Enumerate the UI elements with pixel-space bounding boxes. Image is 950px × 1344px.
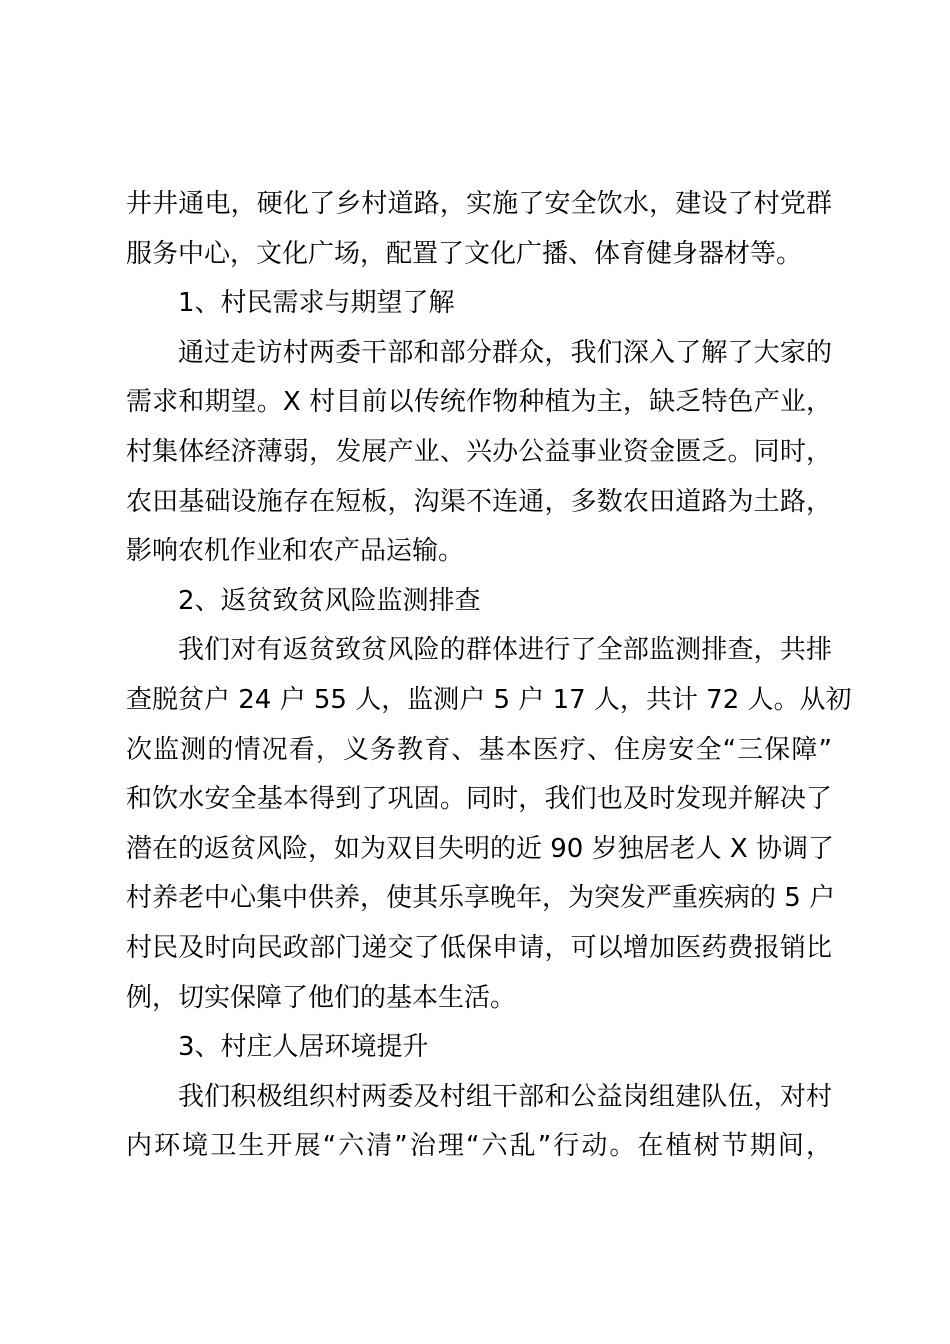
paragraph-line: 村养老中心集中供养，使其乐享晚年，为突发严重疾病的 5 户 (126, 883, 836, 914)
paragraph-line: 我们积极组织村两委及村组干部和公益岗组建队伍，对村 (178, 1081, 832, 1112)
paragraph-line: 农田基础设施存在短板，沟渠不连通，多数农田道路为土路， (126, 486, 832, 517)
section-heading: 3、村庄人居环境提升 (178, 1032, 429, 1063)
paragraph-line: 影响农机作业和农产品运输。 (126, 536, 465, 567)
paragraph-line: 次监测的情况看，义务教育、基本医疗、住房安全“三保障” (126, 734, 832, 765)
paragraph-line: 潜在的返贫风险，如为双目失明的近 90 岁独居老人 X 协调了 (126, 833, 834, 864)
paragraph-line: 井井通电，硬化了乡村道路，实施了安全饮水，建设了村党群 (126, 189, 832, 219)
paragraph-line: 和饮水安全基本得到了巩固。同时，我们也及时发现并解决了 (126, 784, 832, 815)
paragraph-line: 查脱贫户 24 户 55 人，监测户 5 户 17 人，共计 72 人。从初 (126, 684, 852, 715)
paragraph-line: 服务中心，文化广场，配置了文化广播、体育健身器材等。 (126, 238, 803, 269)
paragraph-line: 内环境卫生开展“六清”治理“六乱”行动。在植树节期间， (126, 1131, 832, 1162)
paragraph-line: 村集体经济薄弱，发展产业、兴办公益事业资金匮乏。同时， (126, 436, 832, 467)
paragraph-line: 例，切实保障了他们的基本生活。 (126, 982, 517, 1013)
paragraph-line: 村民及时向民政部门递交了低保申请，可以增加医药费报销比 (126, 932, 832, 963)
paragraph-line: 需求和期望。X 村目前以传统作物种植为主，缺乏特色产业， (126, 387, 832, 418)
paragraph-line: 通过走访村两委干部和部分群众，我们深入了解了大家的 (178, 337, 832, 368)
document-page (126, 180, 852, 1172)
section-heading: 1、村民需求与期望了解 (178, 288, 455, 319)
section-heading: 2、返贫致贫风险监测排查 (178, 585, 481, 616)
paragraph-line: 我们对有返贫致贫风险的群体进行了全部监测排查，共排 (178, 635, 832, 666)
